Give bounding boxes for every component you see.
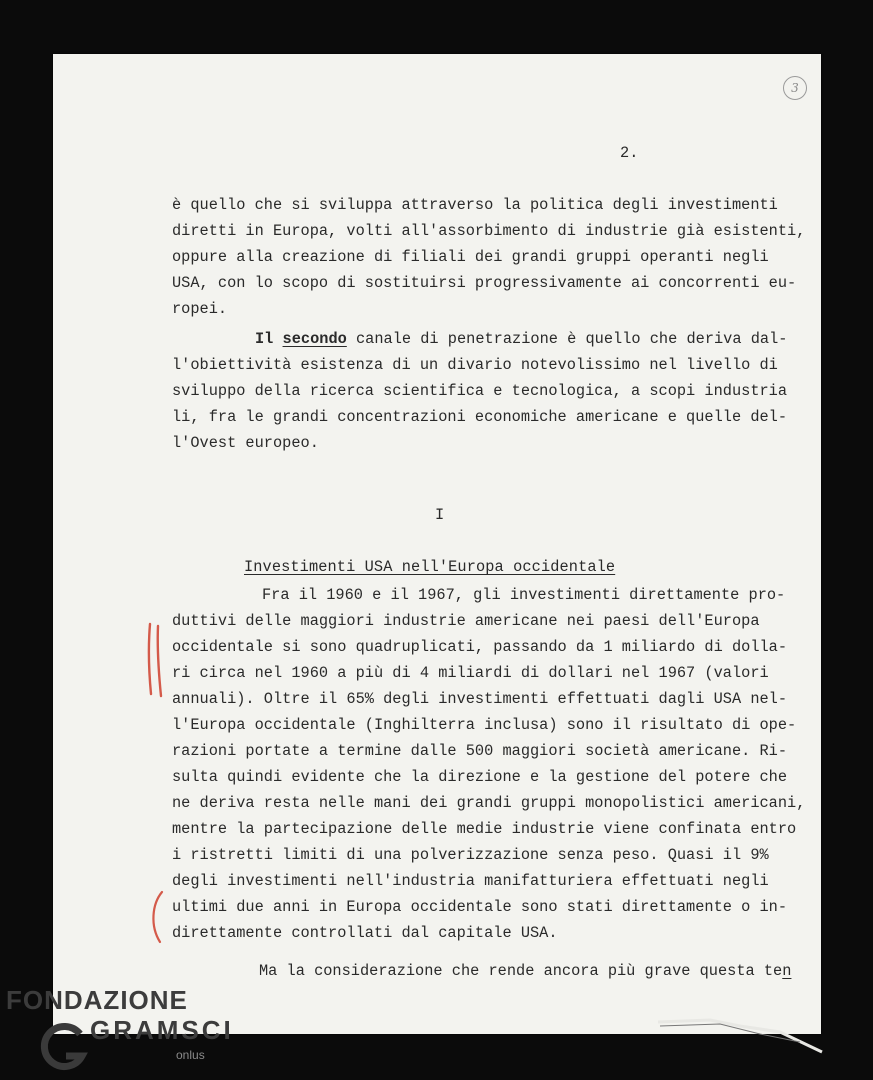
text-line: l'Europa occidentale (Inghilterra inclusa) sono il risultato di ope-	[172, 716, 797, 734]
torn-paper-edge	[650, 1012, 825, 1057]
text-line: occidentale si sono quadruplicati, passando da 1 miliardo di dolla-	[172, 638, 788, 656]
text-line: ne deriva resta nelle mani dei grandi gruppi monopolistici americani,	[172, 794, 806, 812]
text-line: i ristretti limiti di una polverizzazione senza peso. Quasi il 9%	[172, 846, 769, 864]
text-line: ultimi due anni in Europa occidentale sono stati direttamente o in-	[172, 898, 788, 916]
text-line: USA, con lo scopo di sostituirsi progressivamente ai concorrenti eu-	[172, 274, 797, 292]
text-line: l'Ovest europeo.	[172, 434, 319, 452]
margin-mark	[158, 626, 161, 696]
margin-bracket	[146, 888, 170, 948]
text-line: ri circa nel 1960 a più di 4 miliardi di dollari nel 1967 (valori	[172, 664, 769, 682]
text-fragment: Il	[255, 330, 283, 348]
text-line: sulta quindi evidente che la direzione e la gestione del potere che	[172, 768, 788, 786]
archive-page-number: 3	[783, 76, 807, 100]
paragraph-first-line	[259, 962, 791, 980]
watermark-line2: GRAMSCI	[90, 1015, 234, 1045]
text-fragment: Ma la considerazione che rende ancora più grave questa te	[259, 962, 783, 980]
text-line: l'obiettività esistenza di un divario notevolissimo nel livello di	[172, 356, 778, 374]
text-fragment: canale di penetrazione è quello che deriva dal-	[346, 330, 788, 348]
text-line: razioni portate a termine dalle 500 maggiori società americane. Ri-	[172, 742, 788, 760]
text-line: è quello che si sviluppa attraverso la politica degli investimenti	[172, 196, 778, 214]
watermark-line1: FONDAZIONE	[6, 985, 188, 1015]
paragraph-first-line: Fra il 1960 e il 1967, gli investimenti direttamente pro-	[262, 586, 786, 604]
text-line: duttivi delle maggiori industrie americane nei paesi dell'Europa	[172, 612, 760, 630]
underlined-letter: n	[782, 962, 792, 980]
text-line: li, fra le grandi concentrazioni economiche americane e quelle del-	[172, 408, 788, 426]
margin-mark	[149, 624, 151, 694]
text-line: degli investimenti nell'industria manifatturiera effettuati negli	[172, 872, 769, 890]
page-number: 2.	[620, 144, 639, 162]
watermark-g-logo-icon	[36, 1020, 92, 1076]
section-heading: Investimenti USA nell'Europa occidentale	[244, 558, 616, 576]
section-numeral: I	[435, 506, 445, 524]
paragraph-first-line	[255, 330, 787, 348]
text-line: oppure alla creazione di filiali dei grandi gruppi operanti negli	[172, 248, 769, 266]
margin-marks-double	[140, 618, 170, 700]
underlined-word: secondo	[282, 330, 347, 348]
text-line: sviluppo della ricerca scientifica e tecnologica, a scopi industria	[172, 382, 788, 400]
text-line: diretti in Europa, volti all'assorbimento di industrie già esistenti,	[172, 222, 806, 240]
margin-mark	[153, 892, 162, 942]
logo-stroke	[44, 1027, 82, 1067]
text-line: annuali). Oltre il 65% degli investimenti effettuati dagli USA nel-	[172, 690, 788, 708]
text-line: direttamente controllati dal capitale USA.	[172, 924, 558, 942]
watermark-suffix: onlus	[176, 1048, 205, 1062]
text-line: mentre la partecipazione delle medie industrie viene confinata entro	[172, 820, 797, 838]
text-line: ropei.	[172, 300, 228, 318]
